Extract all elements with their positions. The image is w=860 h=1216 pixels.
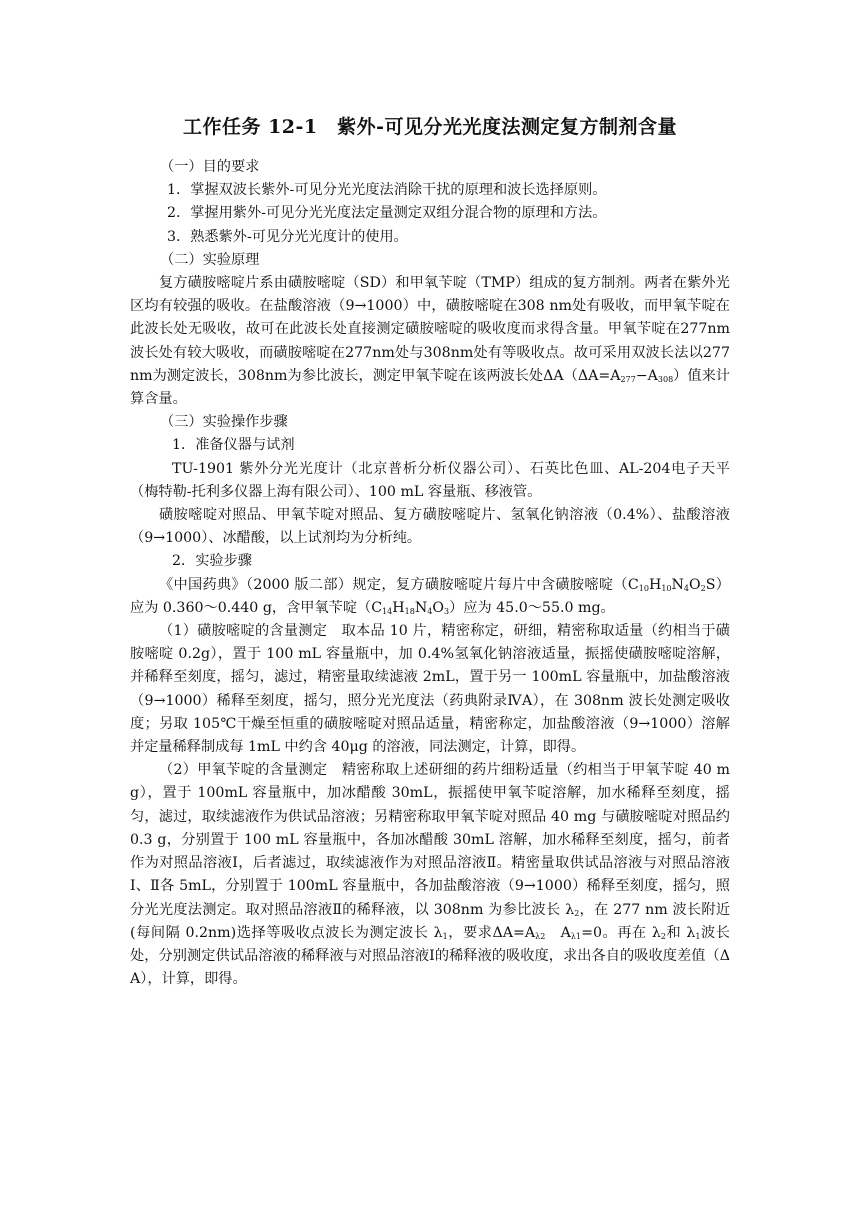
- subscript: λ1: [570, 931, 582, 941]
- principle-text: 复方磺胺嘧啶片系由磺胺嘧啶（SD）和甲氧苄啶（TMP）组成的复方制剂。两者在紫外光区均有较强的吸收。在盐酸溶液（9→1000）中，磺胺嘧啶在308 nm处有吸收，而甲氧苄啶在此波长处无吸收，故可在此波长处直接测定磺胺嘧啶的吸收度而求得含量。甲氧苄啶在277nm波长处有较大吸收，而磺胺嘧啶在277nm处与308nm处有等吸收点。故可采用双波长法以277nm为测定波长，308nm为参比波长，测定甲氧苄啶在该两波长处ΔA（ΔA=A: [130, 275, 730, 384]
- pharmacopoeia-paragraph: [130, 574, 730, 620]
- subscript: 308: [657, 374, 674, 384]
- section-heading-procedure: （三）实验操作步骤: [160, 414, 288, 431]
- principle-paragraph: [130, 272, 730, 411]
- subscript: 18: [404, 606, 415, 616]
- formula-text: N: [671, 576, 684, 593]
- principle-text: −A: [635, 367, 658, 384]
- paragraph-text: 《中国药典》（2000 版二部）规定，复方磺胺嘧啶片每片中含磺胺嘧啶（C: [159, 576, 639, 593]
- subscript: 10: [638, 583, 649, 593]
- formula-text: H: [392, 599, 405, 616]
- subscript: 4: [683, 583, 690, 593]
- subsection-heading-instruments: 1．准备仪器与试剂: [172, 437, 295, 454]
- subscript: 1: [442, 931, 448, 941]
- paragraph-text: 和 λ: [665, 924, 696, 941]
- subscript: 3: [443, 606, 450, 616]
- subscript: 2: [660, 931, 666, 941]
- objective-item: 3．熟悉紫外-可见分光光度计的使用。: [167, 228, 408, 245]
- subscript: 4: [427, 606, 433, 616]
- instruments-paragraph: TU-1901 紫外分光光度计（北京普析分析仪器公司）、石英比色皿、AL-204电子天平（梅特勒-托利多仪器上海有限公司）、100 mL 容量瓶、移液管。: [130, 460, 730, 500]
- principle-text: ）值来计算含量。: [130, 367, 730, 408]
- sd-assay-paragraph: （1）磺胺嘧啶的含量测定 取本品 10 片，精密称定，研细，精密称取适量（约相当于磺胺嘧啶 0.2g），置于 100 mL 容量瓶中，加 0.4%氢氧化钠溶液适量，振摇使磺胺嘧啶溶解，并稀释至刻度，摇匀，滤过，精密量取续滤液 2mL，置于另一 100mL 容量瓶中，加盐酸溶液（9→1000）稀释至刻度，摇匀，照分光光度法（药典附录ⅣA），在 308nm 波长处测定吸收度；另取 105℃干燥至恒重的磺胺嘧啶对照品适量，精密称定，加盐酸溶液（9→1000）溶解并定量稀释制成每 1mL 中约含 40μg 的溶液，同法测定，计算，即得。: [130, 623, 730, 756]
- formula-text: O: [432, 599, 444, 616]
- paragraph-text: ）应为 45.0～55.0 mg。: [449, 599, 615, 616]
- subscript: 10: [661, 583, 672, 593]
- formula-text: H: [648, 576, 662, 593]
- subscript: 2: [700, 583, 706, 593]
- formula-text: N: [414, 599, 428, 616]
- paragraph-text: ，要求ΔA=A: [447, 924, 536, 941]
- subscript: 277: [620, 374, 636, 384]
- formula-text: O: [689, 576, 701, 593]
- formula-text: S: [705, 576, 716, 593]
- section-heading-principle: （二）实验原理: [160, 251, 260, 268]
- tmp-assay-paragraph: [130, 759, 730, 991]
- document-body: [130, 156, 730, 991]
- objective-item: 2．掌握用紫外-可见分光光度法定量测定双组分混合物的原理和方法。: [167, 205, 607, 222]
- subscript: 14: [382, 606, 393, 616]
- paragraph-text: （2）甲氧苄啶的含量测定 精密称取上述研细的药片细粉适量（约相当于甲氧苄啶 40 mg），置于 100mL 容量瓶中，加冰醋酸 30mL，振摇使甲氧苄啶溶解，加水稀释至刻度，摇匀，滤过，取续滤液作为供试品溶液；另精密称取甲氧苄啶对照品 40 mg 与磺胺嘧啶对照品约 0.3 g，分别置于 100 mL 容量瓶中，各加冰醋酸 30mL 溶解，加水稀释至刻度，摇匀，前者作为对照品溶液Ⅰ，后者滤过，取续滤液作为对照品溶液Ⅱ。精密量取供试品溶液与对照品溶液Ⅰ、Ⅱ各 5mL，分别置于 100mL 容量瓶中，各加盐酸溶液（9→1000）稀释至刻度，摇匀，照分光光度法测定。取对照品溶液Ⅱ的稀释液，以 308nm 为参比波长 λ: [130, 762, 730, 918]
- paragraph-text: ）应为 0.360～0.440 g，含甲氧苄啶（C: [130, 576, 730, 616]
- paragraph-text: =0。再在 λ: [581, 924, 661, 941]
- page-title: 工作任务 12-1 紫外-可见分光光度法测定复方制剂含量: [182, 116, 678, 138]
- subscript: 2: [574, 908, 580, 918]
- subscript: 1: [695, 931, 701, 941]
- paragraph-text: ，在 277 nm 波长附近(每间隔 0.2nm)选择等吸收点波长为测定波长 λ: [130, 901, 731, 941]
- reagents-paragraph: 磺胺嘧啶对照品、甲氧苄啶对照品、复方磺胺嘧啶片、氢氧化钠溶液（0.4%）、盐酸溶液（9→1000）、冰醋酸，以上试剂均为分析纯。: [130, 507, 730, 547]
- subsection-heading-steps: 2．实验步骤: [172, 553, 252, 570]
- paragraph-text: 波长处，分别测定供试品溶液的稀释液与对照品溶液Ⅰ的稀释液的吸收度，求出各自的吸收度差值（ΔA），计算，即得。: [130, 924, 730, 988]
- paragraph-text: A: [545, 924, 571, 941]
- subscript: λ2: [535, 931, 546, 941]
- section-heading-objectives: （一）目的要求: [160, 159, 260, 175]
- objective-item: 1．掌握双波长紫外-可见分光光度法消除干扰的原理和波长选择原则。: [167, 182, 607, 199]
